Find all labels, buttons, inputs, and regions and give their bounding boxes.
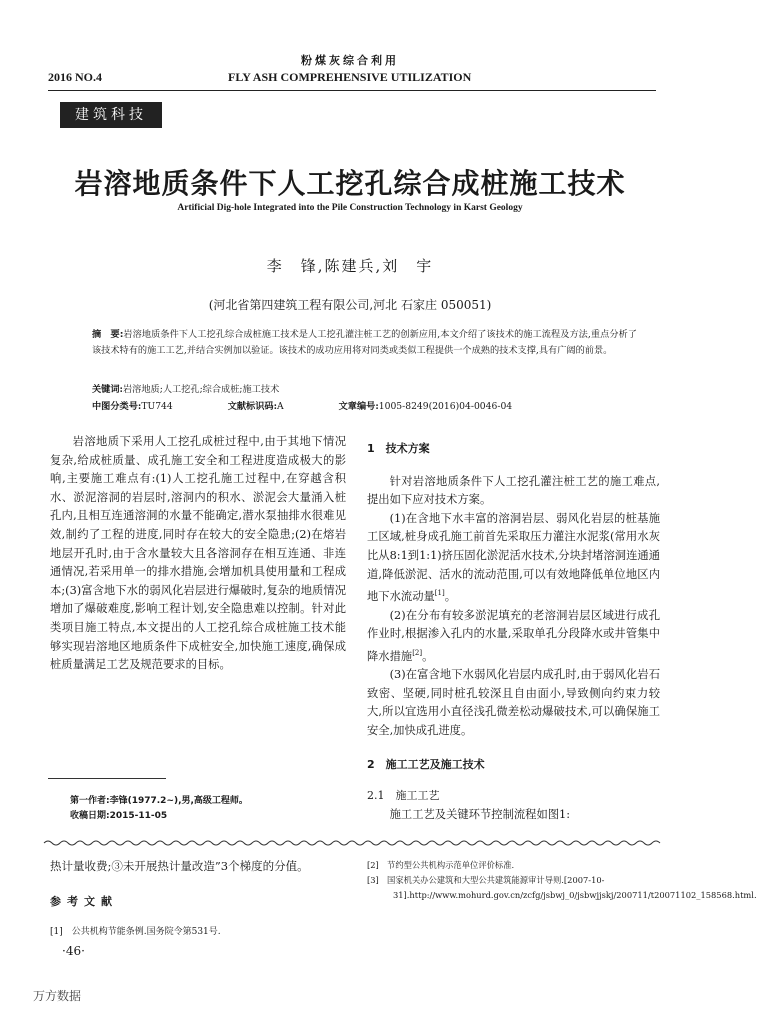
citation-1: [1] bbox=[434, 589, 445, 598]
footnote-rule bbox=[48, 778, 166, 779]
keywords bbox=[92, 381, 637, 395]
article-no-field bbox=[339, 401, 539, 412]
item-2-end: 。 bbox=[422, 649, 434, 663]
journal-name-en: FLY ASH COMPREHENSIVE UTILIZATION bbox=[228, 70, 472, 84]
intro-paragraph: 岩溶地质下采用人工挖孔成桩过程中,由于其地下情况复杂,给成桩质量、成孔施工安全和工程进度造成极大的影响,主要施工难点有:(1)人工挖孔施工过程中,在穿越含积水、淤泥溶洞的岩层时,溶洞内的积水、淤泥会大量涌入桩孔内,且相互连通溶洞的水量不能确定,潜水泵抽排水很难见效,制约了工程的进度,同时存在较大的安全隐患;(2)在熔岩地层开孔时,由于含水量较大且各溶洞存在相互连通、非连通情况,若采用单一的排水措施,会增加机具使用量和工程成本;(3)富含地下水的弱风化岩层进行爆破时,复杂的地质情况增加了爆破难度,影响工程计划,安全隐患难以控制。针对此类项目施工特点,本文提出的人工挖孔综合成桩施工技术能够实现岩溶地区地质条件下成桩安全,加快施工速度,确保成桩质量满足工艺及规范要求的目标。 bbox=[50, 435, 346, 672]
reference-1: [1] 公共机构节能条例.国务院令第531号. bbox=[50, 927, 221, 937]
left-column bbox=[50, 433, 346, 675]
header-rule bbox=[48, 90, 656, 91]
doc-code-value: A bbox=[277, 401, 284, 412]
keywords-text: 岩溶地质;人工挖孔;综合成桩;施工技术 bbox=[122, 384, 280, 395]
keywords-label: 关键词: bbox=[92, 384, 123, 395]
doc-code-field bbox=[228, 401, 310, 412]
section-1-item-1 bbox=[367, 510, 660, 607]
section-2-1-paragraph: 施工工艺及关键环节控制流程如图1: bbox=[389, 807, 571, 821]
section-1-item-2 bbox=[367, 607, 660, 667]
abstract bbox=[92, 327, 637, 359]
abstract-text: 岩溶地质条件下人工挖孔综合成桩施工技术是人工挖孔灌注桩工艺的创新应用,本文介绍了该技术的施工流程及方法,重点分析了该技术特有的施工工艺,并结合实例加以验证。该技术的成功应用将对同类或类似工程提供一个成熟的技术支撑,具有广阔的前景。 bbox=[92, 329, 637, 356]
section-1-heading: 1 技术方案 bbox=[367, 442, 430, 455]
section-1-paragraph: 针对岩溶地质条件下人工挖孔灌注桩工艺的施工难点,提出如下应对技术方案。 bbox=[367, 474, 660, 507]
page-number: ·46· bbox=[62, 944, 85, 958]
section-1-item-3: (3)在富含地下水弱风化岩层内成孔时,由于弱风化岩石致密、坚硬,同时桩孔较深且自由面小,导致侧向约束力较大,所以宜选用小直径浅孔微差松动爆破技术,可以确保施工安全,加快成孔进度。 bbox=[367, 668, 660, 737]
right-column bbox=[367, 440, 660, 824]
abstract-label: 摘 要: bbox=[92, 329, 124, 340]
footer-watermark: 万方数据 bbox=[33, 989, 82, 1003]
citation-2: [2] bbox=[412, 648, 423, 657]
continuation-text: 热计量收费;③未开展热计量改造”3个梯度的分值。 bbox=[50, 859, 309, 873]
item-1-end: 。 bbox=[444, 589, 457, 603]
authors: 李 锋,陈建兵,刘 宇 bbox=[266, 257, 434, 275]
author-footnote: 第一作者:李锋(1977.2~),男,高级工程师。 bbox=[70, 796, 248, 806]
article-no-value: 1005-8249(2016)04-0046-04 bbox=[378, 401, 513, 412]
section-badge: 建筑科技 bbox=[60, 102, 162, 128]
article-title: 岩溶地质条件下人工挖孔综合成桩施工技术 bbox=[74, 167, 626, 200]
affiliation: (河北省第四建筑工程有限公司,河北 石家庄 050051) bbox=[208, 298, 492, 312]
item-2-text: (2)在分布有较多淤泥填充的老溶洞岩层区域进行成孔作业时,根据渗入孔内的水量,采取单孔分段降水或井管集中降水措施 bbox=[367, 608, 660, 663]
reference-3: [3] 国家机关办公建筑和大型公共建筑能源审计导则.[2007-10-31].http://www.mohurd.gov.cn/zcfg/jsbwj_0/jsbwjjskj/200711/t20071102_158568.html. bbox=[367, 875, 757, 900]
issue-number: 2016 NO.4 bbox=[48, 70, 102, 84]
item-1-text: (1)在含地下水丰富的溶洞岩层、弱风化岩层的桩基施工区域,桩身成孔施工前首先采取压力灌注水泥浆(常用水灰比从8:1到1:1)挤压固化淤泥活水技术,分块封堵溶洞连通通道,降低淤泥、活水的流动范围,可以有效地降低单位地区内地下水流动量 bbox=[367, 511, 660, 603]
references-heading: 参考文献 bbox=[50, 895, 118, 908]
clc-value: TU744 bbox=[141, 401, 173, 412]
received-date: 收稿日期:2015-11-05 bbox=[70, 811, 168, 821]
article-title-en: Artificial Dig-hole Integrated into the Pile Construction Technology in Karst Geology bbox=[177, 203, 523, 213]
doc-code-label: 文献标识码: bbox=[227, 401, 278, 412]
section-2-heading: 2 施工工艺及施工技术 bbox=[367, 758, 485, 772]
article-meta bbox=[92, 398, 637, 412]
references-right bbox=[367, 858, 757, 903]
clc-label: 中图分类号: bbox=[92, 401, 142, 412]
journal-name: 粉煤灰综合利用 bbox=[301, 54, 399, 67]
wavy-divider bbox=[44, 838, 660, 848]
reference-2: [2] 节约型公共机构示范单位评价标准. bbox=[367, 860, 515, 870]
section-2-1-heading: 2.1 施工工艺 bbox=[367, 789, 440, 803]
article-no-label: 文章编号: bbox=[338, 401, 379, 412]
clc-field bbox=[92, 401, 199, 412]
